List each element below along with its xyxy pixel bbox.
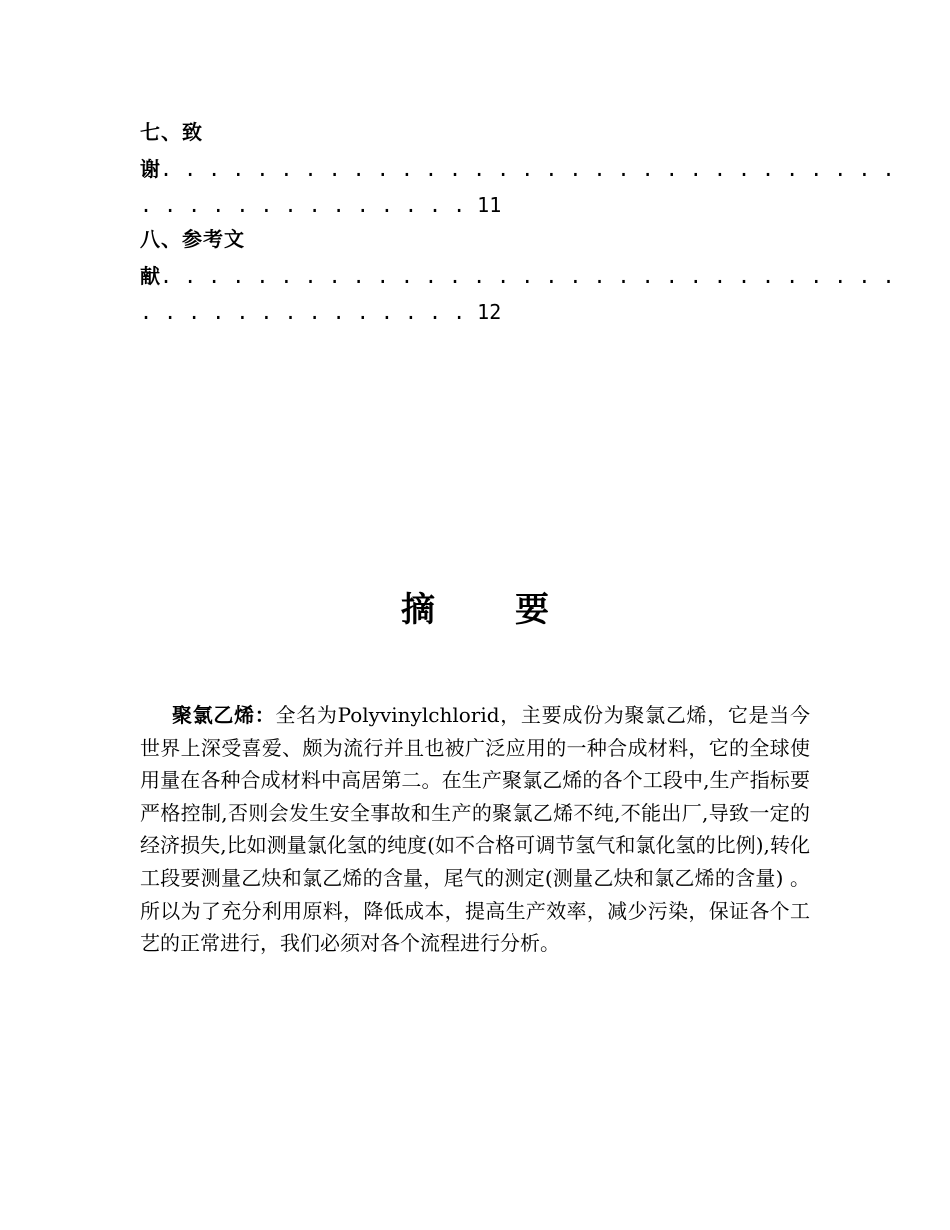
- toc-leader-line: [140, 191, 501, 219]
- toc-leader-line: [140, 155, 895, 183]
- toc-leader-line: [140, 298, 501, 326]
- abstract-title-left: 摘: [401, 590, 435, 630]
- toc-leader-line: [140, 262, 895, 290]
- abstract-paragraph: [140, 699, 810, 960]
- toc-dots: . . . . . . . . . . . . . .: [140, 300, 466, 324]
- toc-page-number: 12: [477, 300, 502, 324]
- abstract-title: [0, 582, 950, 631]
- toc-dots: . . . . . . . . . . . . . . . . . . . . . . . . . . . . . . .: [160, 157, 895, 181]
- toc-heading-char: 谢: [140, 157, 160, 181]
- abstract-title-right: 要: [515, 590, 549, 630]
- toc-heading: 七、致: [140, 120, 203, 144]
- abstract-body-text: 全名为Polyvinylchlorid，主要成份为聚氯乙烯，它是当今世界上深受喜爱、颇为流行并且也被广泛应用的一种合成材料，它的全球使用量在各种合成材料中高居第二。在生产聚氯乙烯的各个工段中,生产指标要严格控制,否则会发生安全事故和生产的聚氯乙烯不纯,不能出厂,导致一定的经济损失,比如测量氯化氢的纯度(如不合格可调节氢气和氯化氢的比例),转化工段要测量乙炔和氯乙烯的含量，尾气的测定(测量乙炔和氯乙烯的含量) 。所以为了充分利用原料，降低成本，提高生产效率，减少污染，保证各个工艺的正常进行，我们必须对各个流程进行分析。: [140, 703, 811, 956]
- abstract-lead-term: 聚氯乙烯：: [172, 703, 276, 727]
- toc-heading-char: 献: [140, 264, 160, 288]
- toc-dots: . . . . . . . . . . . . . . . . . . . . . . . . . . . . . . .: [160, 264, 895, 288]
- toc-page-number: 11: [477, 193, 502, 217]
- toc-dots: . . . . . . . . . . . . . .: [140, 193, 466, 217]
- toc-heading: 八、参考文: [140, 227, 245, 251]
